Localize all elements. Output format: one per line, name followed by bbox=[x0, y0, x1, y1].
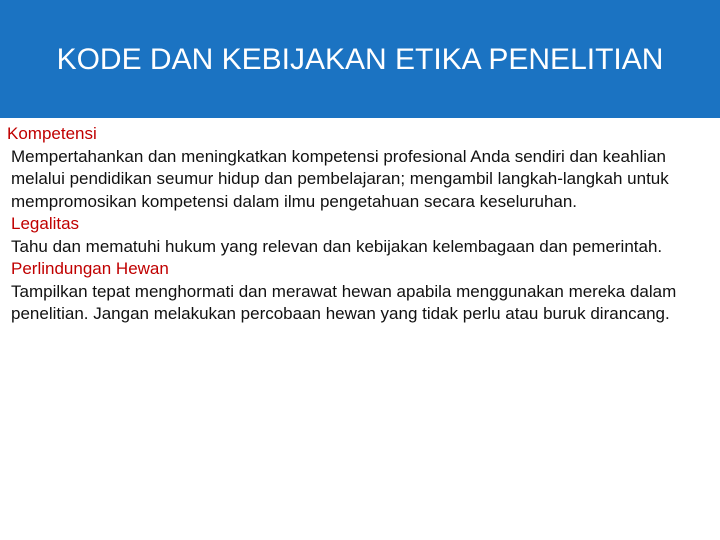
section-heading-legalitas: Legalitas bbox=[11, 214, 80, 233]
section-text-perlindungan-hewan: Tampilkan tepat menghormati dan merawat hewan apabila menggunakan mereka dalam penelitian. Jangan melakukan percobaan hewan yang tidak perlu atau buruk dirancang. bbox=[11, 281, 677, 323]
section-heading-kompetensi: Kompetensi bbox=[7, 124, 97, 143]
content-body bbox=[7, 123, 697, 326]
section-heading-perlindungan-hewan: Perlindungan Hewan bbox=[11, 259, 169, 278]
section-text-kompetensi: Mempertahankan dan meningkatkan kompetensi profesional Anda sendiri dan keahlian melalui pendidikan seumur hidup dan pembelajaran; mengambil langkah-langkah untuk mempromosikan kompetensi dalam ilmu pengetahuan secara keseluruhan. bbox=[11, 146, 669, 211]
title-bar bbox=[0, 0, 720, 118]
slide-title: KODE DAN KEBIJAKAN ETIKA PENELITIAN bbox=[56, 43, 664, 76]
section-text-legalitas: Tahu dan mematuhi hukum yang relevan dan kebijakan kelembagaan dan pemerintah. bbox=[11, 236, 663, 256]
